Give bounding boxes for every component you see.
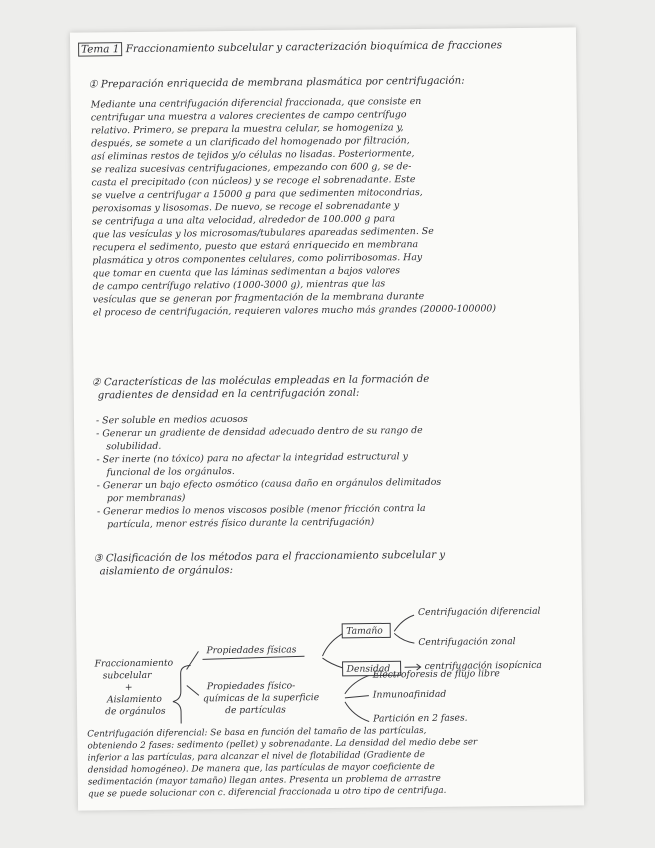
text-line: plasmática y otros componentes celulares, como polirribosomas. Hay (92, 251, 423, 267)
branch-physical: Propiedades físicas (206, 644, 297, 657)
title-line: aislamiento de orgánulos: (99, 564, 234, 578)
text-line: el proceso de centrifugación, requieren valores mucho más grandes (20000-100000) (92, 303, 497, 319)
node-densidad: Densidad (346, 663, 391, 675)
text-line: se realiza sucesivas centrifugaciones, empezando con 600 g, se de- (91, 161, 412, 176)
text-line: después, se somete a un clarificado del homogenado por filtración, (91, 135, 410, 150)
list-item: por membranas) (106, 492, 186, 505)
text-line: se centrifuga a una alta velocidad, alrededor de 100.000 g para (91, 213, 396, 228)
text-line: que las vesículas y los microsomas/tubulares apareadas sedimenten. Se (92, 225, 434, 241)
arrow-branch2 (187, 685, 199, 695)
text-line: obteniendo 2 fases: sedimento (pellet) y sobrenadante. La densidad del medio debe ser (87, 737, 478, 752)
text-line: Mediante una centrifugación diferencial fraccionada, que consiste en (90, 95, 422, 111)
notebook-page (70, 27, 584, 810)
final-paragraph (87, 723, 574, 800)
text-line: que tomar en cuenta que las láminas sedimentan a bajos valores (92, 265, 401, 280)
text-line: peroxisomas y lisosomas. De nuevo, se recoge el sobrenadante y (91, 200, 400, 215)
text-line: relativo. Primero, se prepara la muestra celular, se homogeniza y, (90, 122, 404, 137)
tema-label: Tema 1 (78, 42, 122, 56)
text-line: de campo centrífugo relativo (1000-3000 g), mientras que las (92, 278, 386, 293)
page-header (78, 37, 572, 56)
list-item: - Ser inerte (no tóxico) para no afectar la integridad estructural y (96, 451, 408, 466)
section-1-title: ① Preparación enriquecida de membrana plasmática por centrifugación: (88, 75, 465, 91)
method-electroforesis: Electroforesis de flujo libre (372, 668, 500, 681)
root-label-4: de orgánulos (104, 705, 166, 718)
text-line: así eliminas restos de tejidos y/o células no lisadas. Posteriormente, (91, 148, 415, 163)
classification-diagram (90, 573, 572, 728)
title-line: ② Características de las moléculas empleadas en la formación de (91, 373, 430, 389)
list-item: - Ser soluble en medios acuosos (95, 413, 248, 427)
branch-chemical-3: de partículas (224, 704, 286, 717)
text-line: vesículas que se generan por fragmentación de la membrana durante (92, 290, 425, 306)
text-line: se vuelve a centrifugar a 15000 g para que sedimenten mitocondrias, (91, 186, 423, 202)
root-plus: + (124, 682, 133, 694)
text-line: densidad homogéneo). De manera que, las partículas de mayor coeficiente de (87, 761, 435, 776)
section-1-body (91, 93, 567, 319)
method-inmunoafinidad: Inmunoafinidad (372, 688, 447, 701)
list-item: funcional de los orgánulos. (106, 465, 235, 479)
title-line: gradientes de densidad en la centrifugación zonal: (97, 387, 360, 402)
arrow-branch1 (186, 651, 198, 669)
section-3-title (93, 549, 445, 579)
root-label-2: subcelular (102, 669, 152, 682)
method-diferencial: Centrifugación diferencial (417, 605, 541, 619)
list-item: partícula, menor estrés físico durante la centrifugación) (107, 516, 375, 531)
root-label-3: Aislamiento (106, 693, 162, 706)
method-particion: Partición en 2 fases. (373, 712, 468, 725)
text-line: Centrifugación diferencial: Se basa en función del tamaño de las partículas, (87, 725, 427, 740)
text-line: recupera el sedimento, puesto que estará enriquecido en membrana (92, 239, 419, 254)
list-item: solubilidad. (106, 440, 162, 453)
header-title: Fraccionamiento subcelular y caracterización bioquímica de fracciones (125, 39, 503, 56)
branch-chemical-2: químicas de la superficie (202, 692, 320, 705)
section-2-title (92, 373, 430, 403)
list-item: - Generar un bajo efecto osmótico (causa daño en orgánulos delimitados (96, 476, 442, 492)
node-tamano: Tamaño (346, 625, 383, 637)
arrow-densidad (323, 658, 343, 668)
list-item: - Generar un gradiente de densidad adecuado dentro de su rango de (96, 424, 423, 440)
branch-chemical-1: Propiedades físico- (206, 680, 296, 693)
title-line: ③ Clasificación de los métodos para el fraccionamiento subcelular y (93, 549, 446, 565)
section-2-list (96, 409, 571, 531)
root-label-1: Fraccionamiento (94, 657, 174, 670)
list-item: - Generar medios lo menos viscosos posible (menor fricción contra la (96, 502, 426, 518)
text-line: inferior a las partículas, para alcanzar el nivel de flotabilidad (Gradiente de (87, 749, 425, 764)
method-zonal: Centrifugación zonal (418, 636, 516, 649)
root-brace (173, 665, 192, 723)
text-line: casta el precipitado (con núcleos) y se recoge el sobrenadante. Este (91, 174, 416, 189)
text-line: centrifugar una muestra a valores crecientes de campo centrífugo (90, 109, 407, 124)
text-line: que se puede solucionar con c. diferencial fraccionada u otro tipo de centrifuga. (87, 785, 447, 800)
arrow-tamano (322, 634, 342, 656)
text-line: sedimentación (mayor tamaño) llegan antes. Presenta un problema de arrastre (87, 773, 441, 788)
method-isopicnica: centrifugación isopícnica (424, 659, 542, 672)
